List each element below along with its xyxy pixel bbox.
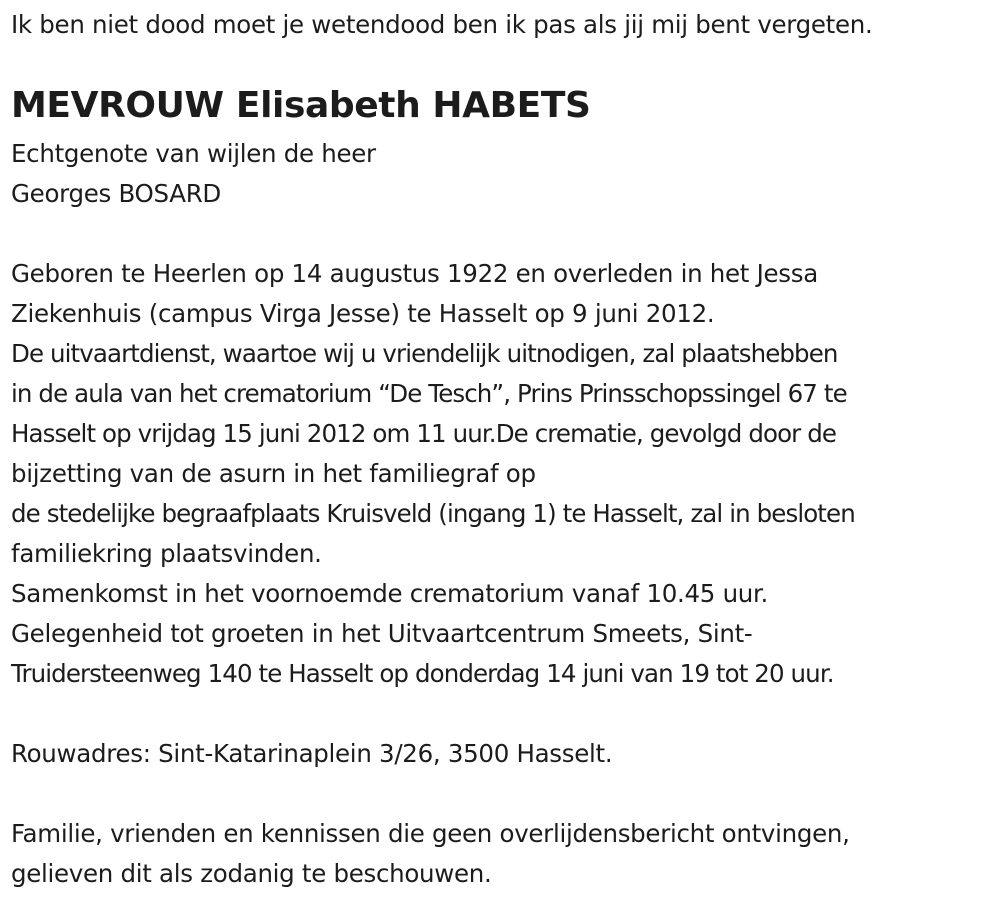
body-line: Gelegenheid tot groeten in het Uitvaartcentrum Smeets, Sint-: [11, 619, 753, 648]
body-line: De uitvaartdienst, waartoe wij u vriendelijk uitnodigen, zal plaatshebben: [11, 339, 838, 368]
body-line: Samenkomst in het voornoemde crematorium vanaf 10.45 uur.: [11, 579, 769, 608]
body-line: Ziekenhuis (campus Virga Jesse) te Hasselt op 9 juni 2012.: [11, 299, 715, 328]
announcement-body: [11, 254, 855, 694]
body-line: in de aula van het crematorium “De Tesch”, Prins Prinsschopssingel 67 te: [11, 379, 847, 408]
body-line: Geboren te Heerlen op 14 augustus 1922 en overleden in het Jessa: [11, 259, 818, 288]
spouse-block: [11, 134, 376, 214]
body-line: familiekring plaatsvinden.: [11, 539, 322, 568]
closing-line: Familie, vrienden en kennissen die geen overlijdensbericht ontvingen,: [11, 819, 850, 848]
body-line: de stedelijke begraafplaats Kruisveld (ingang 1) te Hasselt, zal in besloten: [11, 499, 855, 528]
spouse-line: Georges BOSARD: [11, 179, 221, 208]
body-line: Hasselt op vrijdag 15 juni 2012 om 11 uur.De crematie, gevolgd door de: [11, 419, 837, 448]
spouse-line: Echtgenote van wijlen de heer: [11, 139, 376, 168]
deceased-name: MEVROUW Elisabeth HABETS: [11, 85, 591, 126]
body-line: bijzetting van de asurn in het familiegraf op: [11, 459, 536, 488]
mourning-address: Rouwadres: Sint-Katarinaplein 3/26, 3500 Hasselt.: [11, 739, 613, 768]
closing-line: gelieven dit als zodanig te beschouwen.: [11, 859, 492, 888]
closing-note: [11, 814, 850, 894]
motto-text: Ik ben niet dood moet je wetendood ben ik pas als jij mij bent vergeten.: [11, 10, 873, 39]
body-line: Truidersteenweg 140 te Hasselt op donderdag 14 juni van 19 tot 20 uur.: [11, 659, 834, 688]
